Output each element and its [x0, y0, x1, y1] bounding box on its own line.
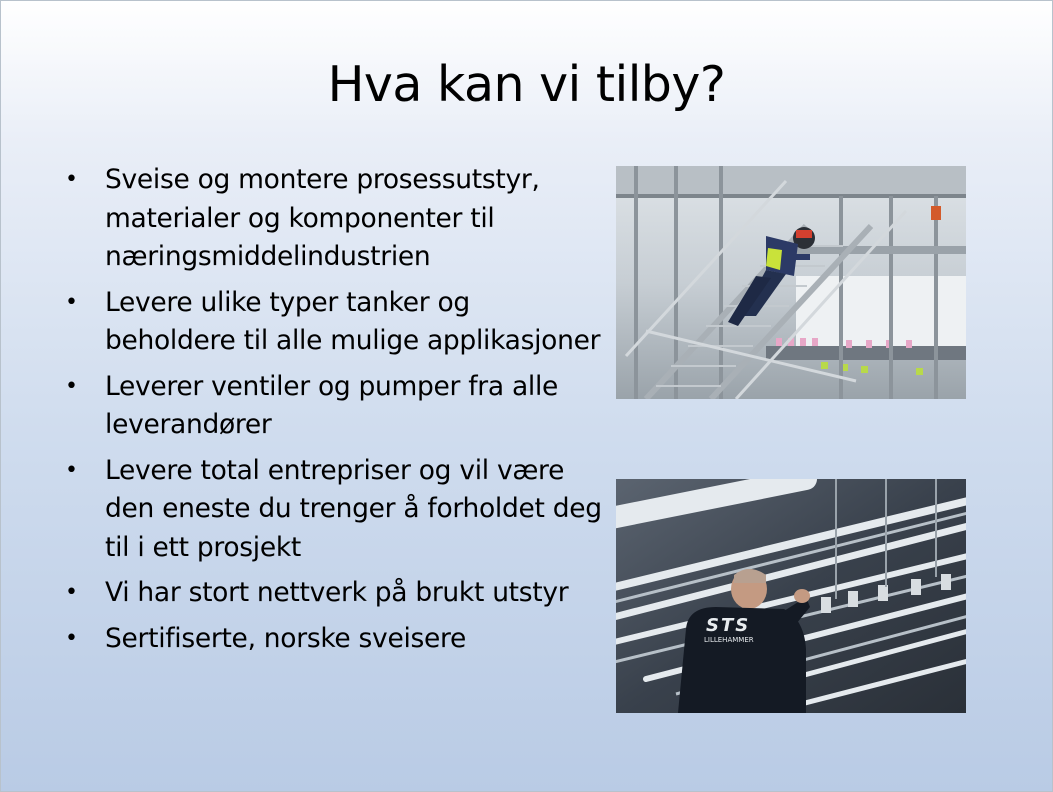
- bullet-dot: •: [65, 625, 78, 651]
- slide-title: Hva kan vi tilby?: [327, 56, 726, 113]
- bullet-item: [63, 452, 608, 568]
- bullet-item: [63, 368, 608, 445]
- bullet-text: Levere ulike typer tanker og beholdere til alle mulige applikasjoner: [105, 286, 601, 356]
- jacket-logo: STS: [706, 615, 751, 636]
- bullet-item: [63, 284, 608, 361]
- bullet-dot: •: [65, 457, 78, 483]
- bullet-dot: •: [65, 289, 78, 315]
- bullet-text: Sertifiserte, norske sveisere: [105, 622, 467, 654]
- bullet-item: [63, 574, 608, 613]
- bullet-text: Sveise og montere prosessutstyr, materialer og komponenter til næringsmiddelindustrien: [105, 164, 540, 272]
- bullet-text: Levere total entrepriser og vil være den eneste du trenger å forholdet deg til i ett prosjekt: [105, 454, 602, 563]
- photo-worker-on-stairs: [616, 166, 966, 399]
- jacket-text: LILLEHAMMER: [704, 636, 754, 644]
- photo-worker-at-pipes-image: [616, 479, 966, 713]
- bullet-item: [63, 161, 608, 277]
- bullet-text: Vi har stort nettverk på brukt utstyr: [105, 577, 569, 608]
- bullet-text: Leverer ventiler og pumper fra alle leverandører: [105, 370, 559, 440]
- bullet-list: [63, 161, 608, 665]
- photo-worker-at-pipes: [616, 479, 966, 713]
- bullet-item: [63, 620, 608, 659]
- photo-worker-on-stairs-image: [616, 166, 966, 399]
- bullet-dot: •: [65, 373, 78, 399]
- bullet-dot: •: [65, 580, 78, 605]
- bullet-dot: •: [65, 167, 78, 192]
